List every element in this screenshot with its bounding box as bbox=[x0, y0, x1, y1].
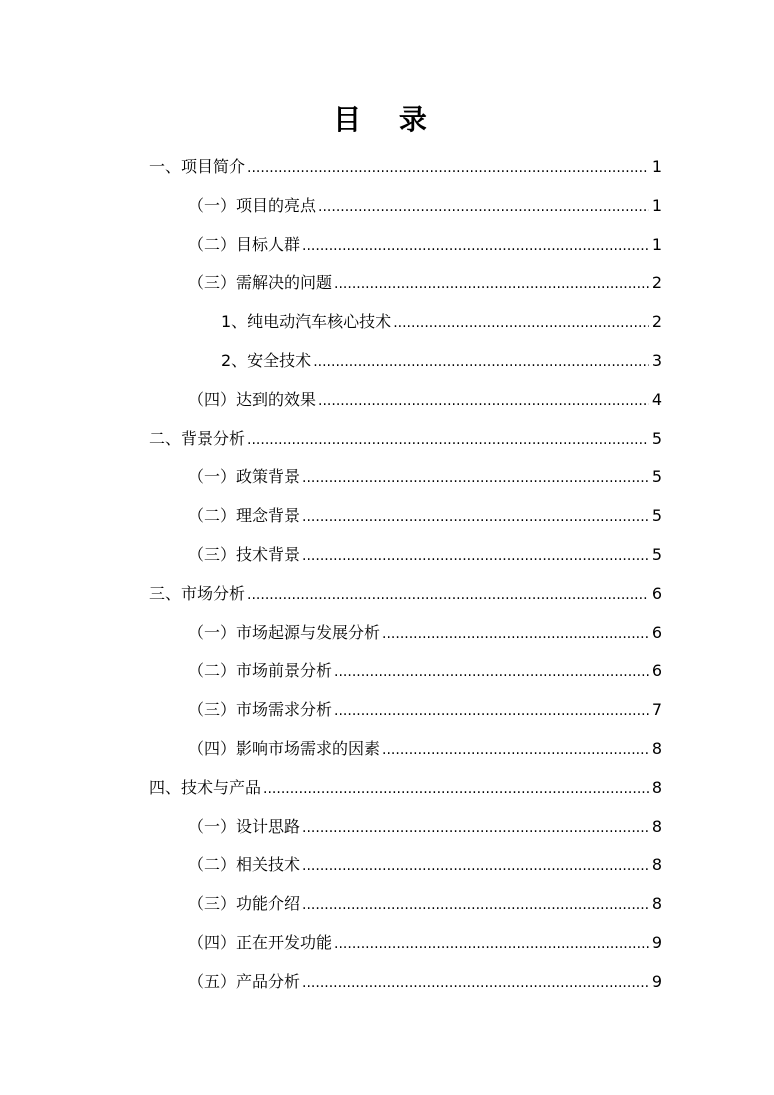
toc-entry[interactable] bbox=[0, 885, 774, 924]
toc-entry[interactable] bbox=[0, 808, 774, 847]
toc-dot-leader bbox=[302, 847, 649, 886]
toc-dot-leader bbox=[334, 265, 649, 304]
toc-entry[interactable] bbox=[0, 226, 774, 265]
toc-entry-page-number: 8 bbox=[651, 894, 662, 914]
toc-entry[interactable] bbox=[0, 264, 774, 303]
toc-entry-page-number: 6 bbox=[651, 661, 662, 681]
toc-dot-leader bbox=[302, 459, 649, 498]
toc-entry-page-number: 6 bbox=[651, 622, 662, 642]
toc-entry-label: （三）市场需求分析 bbox=[188, 700, 333, 720]
toc-entry-page-number: 1 bbox=[651, 195, 662, 215]
toc-dot-leader bbox=[263, 770, 649, 809]
toc-dot-leader bbox=[302, 964, 649, 1003]
toc-entry-label: （一）政策背景 bbox=[188, 467, 301, 487]
toc-entry-label: （五）产品分析 bbox=[188, 971, 301, 991]
toc-entry-page-number: 8 bbox=[651, 777, 662, 797]
toc-entry-page-number: 1 bbox=[651, 157, 662, 176]
toc-entry[interactable] bbox=[0, 187, 774, 226]
toc-entry-label: （二）目标人群 bbox=[188, 234, 301, 254]
toc-entry-label: （一）市场起源与发展分析 bbox=[188, 622, 381, 642]
toc-entry-page-number: 9 bbox=[651, 971, 662, 991]
toc-entry-label: （四）正在开发功能 bbox=[188, 932, 333, 952]
toc-entry-label: （三）需解决的问题 bbox=[188, 273, 333, 293]
toc-entry[interactable] bbox=[0, 497, 774, 536]
toc-entry[interactable] bbox=[0, 303, 774, 342]
toc-dot-leader bbox=[302, 537, 649, 576]
toc-dot-leader bbox=[302, 809, 649, 848]
toc-entry-page-number: 8 bbox=[651, 738, 662, 758]
toc-entry[interactable] bbox=[0, 458, 774, 497]
toc-entry-label: （三）技术背景 bbox=[188, 544, 301, 564]
toc-entry[interactable] bbox=[0, 148, 774, 187]
toc-entry-label: （二）理念背景 bbox=[188, 506, 301, 526]
toc-dot-leader bbox=[313, 343, 649, 382]
toc-entry-label: （四）影响市场需求的因素 bbox=[188, 738, 381, 758]
toc-entry-page-number: 6 bbox=[651, 583, 662, 603]
toc-entry[interactable] bbox=[0, 381, 774, 420]
toc-entry-page-number: 5 bbox=[651, 506, 662, 526]
toc-dot-leader bbox=[382, 731, 649, 770]
toc-entry[interactable] bbox=[0, 963, 774, 1002]
toc-entry-label: （四）达到的效果 bbox=[188, 389, 317, 409]
toc-dot-leader bbox=[247, 576, 649, 615]
toc-dot-leader bbox=[382, 615, 649, 654]
toc-dot-leader bbox=[247, 149, 649, 188]
toc-entry-page-number: 4 bbox=[651, 389, 662, 409]
toc-dot-leader bbox=[318, 382, 649, 421]
toc-entry-page-number: 2 bbox=[651, 312, 662, 332]
toc-dot-leader bbox=[302, 498, 649, 537]
toc-entry[interactable] bbox=[0, 420, 774, 459]
toc-dot-leader bbox=[334, 925, 649, 964]
toc-entry[interactable] bbox=[0, 652, 774, 691]
toc-dot-leader bbox=[334, 692, 649, 731]
toc-entry-page-number: 8 bbox=[651, 816, 662, 836]
toc-entry[interactable] bbox=[0, 691, 774, 730]
toc-entry[interactable] bbox=[0, 536, 774, 575]
toc-dot-leader bbox=[302, 227, 649, 266]
toc-entry-label: （三）功能介绍 bbox=[188, 894, 301, 914]
toc-entry[interactable] bbox=[0, 924, 774, 963]
toc-entry-page-number: 8 bbox=[651, 855, 662, 875]
page-title: 目 录 bbox=[333, 103, 441, 136]
toc-entry-label: （二）相关技术 bbox=[188, 855, 301, 875]
toc-entry-page-number: 1 bbox=[651, 234, 662, 254]
toc-entry-label: 四、技术与产品 bbox=[149, 777, 262, 797]
toc-entry-label: 1、纯电动汽车核心技术 bbox=[221, 312, 392, 332]
toc-entry-label: （一）项目的亮点 bbox=[188, 195, 317, 215]
toc-entry[interactable] bbox=[0, 730, 774, 769]
toc-entry-page-number: 2 bbox=[651, 273, 662, 293]
toc-entry[interactable] bbox=[0, 614, 774, 653]
toc-dot-leader bbox=[334, 653, 649, 692]
toc-entry[interactable] bbox=[0, 846, 774, 885]
toc-entry-label: 二、背景分析 bbox=[149, 428, 246, 448]
toc-entry-label: （二）市场前景分析 bbox=[188, 661, 333, 681]
toc-entry-label: 2、安全技术 bbox=[221, 350, 312, 370]
toc-entry-page-number: 7 bbox=[651, 700, 662, 720]
toc-entry-page-number: 3 bbox=[651, 350, 662, 370]
toc-entry-label: 三、市场分析 bbox=[149, 583, 246, 603]
toc-entry-page-number: 5 bbox=[651, 544, 662, 564]
table-of-contents bbox=[0, 148, 774, 1002]
toc-entry[interactable] bbox=[0, 575, 774, 614]
toc-entry[interactable] bbox=[0, 769, 774, 808]
toc-entry[interactable] bbox=[0, 342, 774, 381]
toc-dot-leader bbox=[302, 886, 649, 925]
toc-entry-page-number: 9 bbox=[651, 932, 662, 952]
toc-entry-page-number: 5 bbox=[651, 428, 662, 448]
toc-entry-label: 一、项目简介 bbox=[149, 157, 246, 176]
toc-dot-leader bbox=[393, 304, 649, 343]
toc-entry-label: （一）设计思路 bbox=[188, 816, 301, 836]
toc-dot-leader bbox=[247, 421, 649, 460]
toc-dot-leader bbox=[318, 188, 649, 227]
toc-entry-page-number: 5 bbox=[651, 467, 662, 487]
